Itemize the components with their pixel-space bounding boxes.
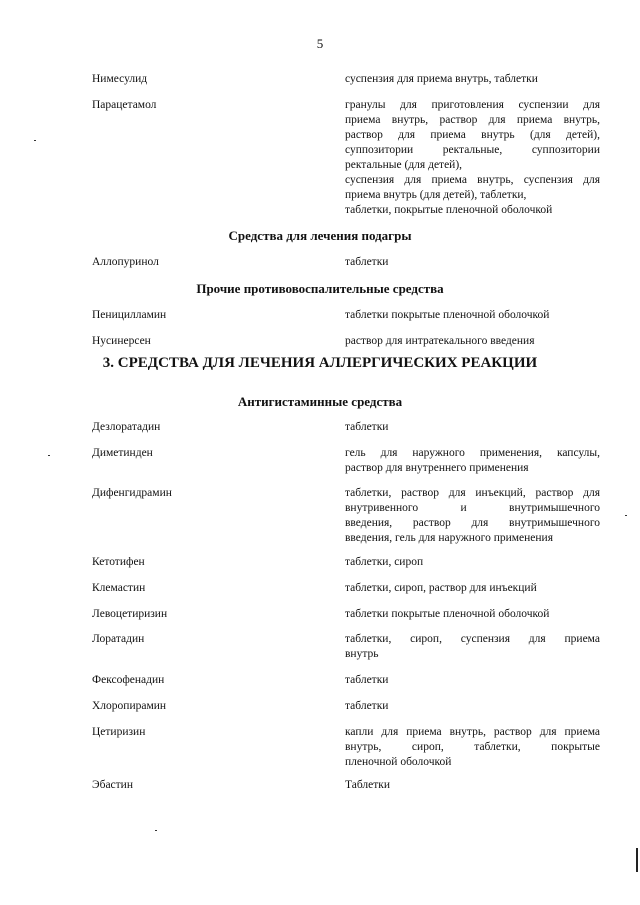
dosage-line: раствор для приема внутрь (для детей), xyxy=(345,129,600,141)
dosage-line: таблетки, сироп xyxy=(345,556,424,568)
dosage-line: раствор для внутреннего применения xyxy=(345,462,529,474)
dosage-line: внутривенного и внутримышечного xyxy=(345,502,600,514)
dosage-forms xyxy=(345,334,600,349)
dosage-line: гель для наружного применения, капсулы, xyxy=(345,447,600,459)
drug-name: Эбастин xyxy=(92,779,133,791)
dosage-forms xyxy=(345,72,600,87)
drug-name: Нимесулид xyxy=(92,73,148,85)
dosage-forms xyxy=(345,255,600,270)
dosage-forms xyxy=(345,632,600,662)
dosage-line: введения, гель для наружного применения xyxy=(345,532,553,544)
drug-name: Кетотифен xyxy=(92,556,145,568)
dosage-line: гранулы для приготовления суспензии для xyxy=(345,99,600,111)
dosage-line: таблетки xyxy=(345,700,389,712)
dosage-forms xyxy=(345,607,600,622)
scan-mark xyxy=(155,830,157,831)
section-heading: Прочие противовоспалительные средства xyxy=(196,281,444,296)
scan-mark xyxy=(625,515,627,516)
page-number: 5 xyxy=(316,36,324,51)
dosage-line: суппозитории ректальные, суппозитории xyxy=(345,144,600,156)
drug-name: Хлоропирамин xyxy=(92,700,167,712)
dosage-line: пленочной оболочкой xyxy=(345,756,452,768)
dosage-line: Таблетки xyxy=(345,779,391,791)
dosage-forms xyxy=(345,486,600,546)
dosage-line: таблетки xyxy=(345,421,389,433)
dosage-forms xyxy=(345,673,600,688)
drug-name: Дезлоратадин xyxy=(92,421,161,433)
drug-name: Парацетамол xyxy=(92,99,157,111)
dosage-line: суспензия для приема внутрь, суспензия для xyxy=(345,174,600,186)
dosage-line: таблетки xyxy=(345,256,389,268)
dosage-line: таблетки покрытые пленочной оболочкой xyxy=(345,608,550,620)
dosage-line: внутрь xyxy=(345,648,379,660)
dosage-line: приема внутрь, раствор для приема внутрь, xyxy=(345,114,600,126)
dosage-forms xyxy=(345,446,600,476)
dosage-forms xyxy=(345,725,600,770)
dosage-forms xyxy=(345,308,600,323)
dosage-line: капли для приема внутрь, раствор для приема xyxy=(345,726,600,738)
dosage-line: таблетки, сироп, раствор для инъекций xyxy=(345,582,537,594)
dosage-line: таблетки, раствор для инъекций, раствор для xyxy=(345,487,600,499)
dosage-forms xyxy=(345,555,600,570)
drug-name: Диметинден xyxy=(92,447,153,459)
chapter-heading: 3. СРЕДСТВА ДЛЯ ЛЕЧЕНИЯ АЛЛЕРГИЧЕСКИХ РЕАКЦИИ xyxy=(102,355,538,371)
section-heading: Средства для лечения подагры xyxy=(228,228,412,243)
dosage-line: суспензия для приема внутрь, таблетки xyxy=(345,73,538,85)
dosage-line: раствор для интратекального введения xyxy=(345,335,535,347)
dosage-line: таблетки xyxy=(345,674,389,686)
drug-name: Лоратадин xyxy=(92,633,145,645)
dosage-line: таблетки, сироп, суспензия для приема xyxy=(345,633,600,645)
scan-mark xyxy=(34,140,36,141)
drug-name: Пеницилламин xyxy=(92,309,167,321)
dosage-forms xyxy=(345,699,600,714)
dosage-line: приема внутрь (для детей), таблетки, xyxy=(345,189,527,201)
drug-name: Аллопуринол xyxy=(92,256,159,268)
dosage-forms xyxy=(345,581,600,596)
drug-name: Левоцетиризин xyxy=(92,608,168,620)
dosage-line: внутрь, сироп, таблетки, покрытые xyxy=(345,741,600,753)
section-heading: Антигистаминные средства xyxy=(237,394,403,409)
drug-name: Нусинерсен xyxy=(92,335,151,347)
drug-name: Дифенгидрамин xyxy=(92,487,172,499)
drug-name: Цетиризин xyxy=(92,726,146,738)
drug-name: Фексофенадин xyxy=(92,674,165,686)
scan-mark xyxy=(48,455,50,456)
dosage-forms xyxy=(345,98,600,218)
dosage-line: ректальные (для детей), xyxy=(345,159,463,171)
dosage-line: таблетки, покрытые пленочной оболочкой xyxy=(345,204,553,216)
dosage-forms xyxy=(345,420,600,435)
drug-name: Клемастин xyxy=(92,582,146,594)
dosage-line: таблетки покрытые пленочной оболочкой xyxy=(345,309,550,321)
dosage-forms xyxy=(345,778,600,793)
dosage-line: введения, раствор для внутримышечного xyxy=(345,517,600,529)
scan-edge-mark xyxy=(636,848,638,872)
